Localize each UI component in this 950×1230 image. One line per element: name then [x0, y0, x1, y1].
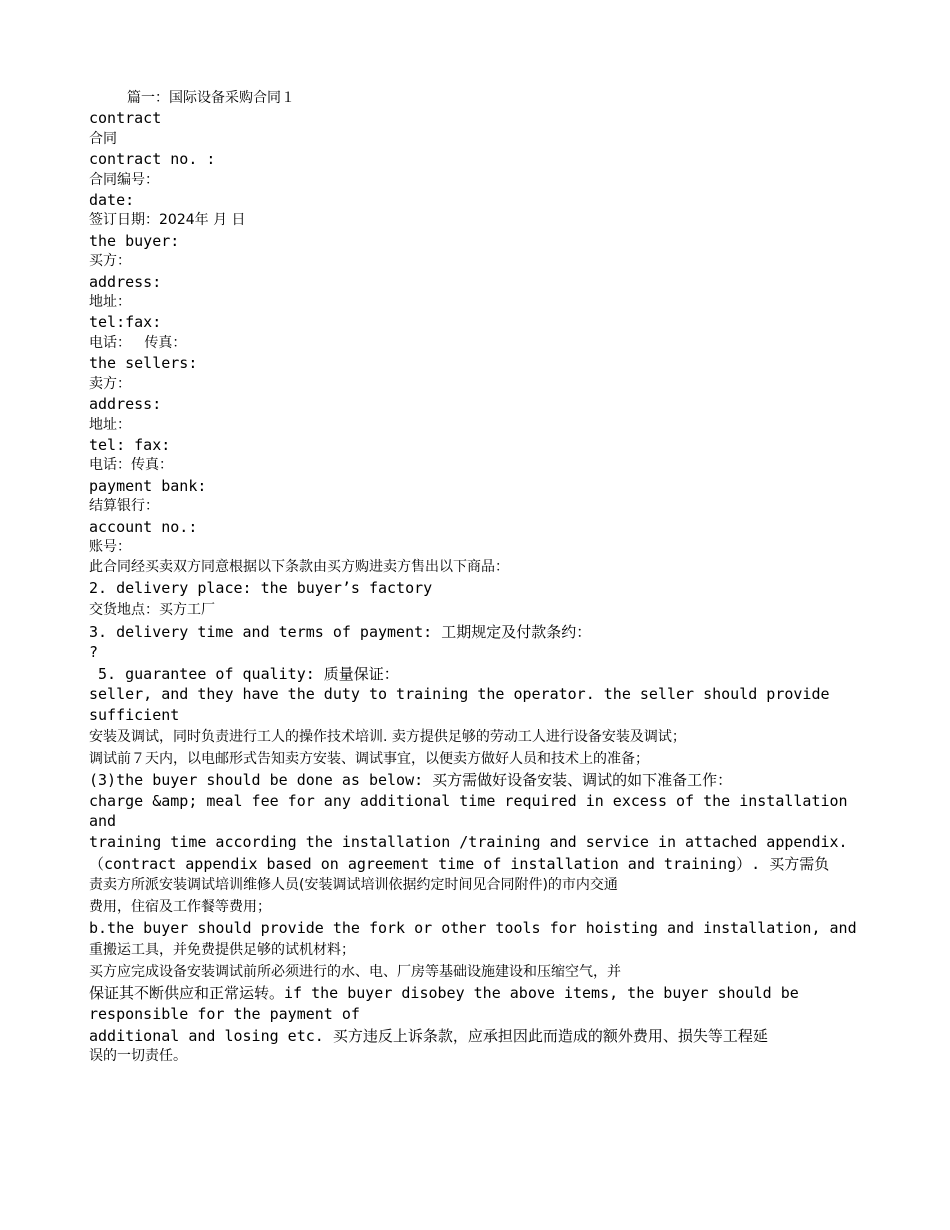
text-line: 买方：: [89, 253, 131, 270]
document-title: 篇一：国际设备采购合同１: [127, 90, 295, 106]
text-line: 安装及调试，同时负责进行工人的操作技术培训. 卖方提供足够的劳动工人进行设备安装及调试；: [89, 728, 686, 745]
text-line: address:: [89, 272, 162, 291]
text-line: the buyer:: [89, 231, 180, 250]
text-line: b.the buyer should provide the fork or other tools for hoisting and installation, and: [89, 918, 857, 937]
text-line: seller, and they have the duty to training the operator. the seller should provide sufficient: [89, 685, 839, 724]
text-line: contract no. :: [89, 150, 216, 169]
text-line: date:: [89, 191, 135, 210]
text-line: 卖方：: [89, 375, 131, 392]
text-line: 2. delivery place: the buyer’s factory: [89, 578, 433, 597]
text-line: 调试前７天内，以电邮形式告知卖方安装、调试事宜，以便卖方做好人员和技术上的准备；: [89, 750, 649, 767]
text-line: 误的一切责任。: [89, 1048, 187, 1065]
text-line: 结算银行：: [89, 498, 159, 515]
text-line: 地址：: [89, 416, 131, 433]
text-line: 电话：传真：: [89, 457, 173, 474]
text-line: 重搬运工具，并免费提供足够的试机材料；: [89, 941, 355, 958]
text-line: tel: fax:: [89, 435, 171, 454]
text-line: the sellers:: [89, 354, 198, 373]
text-line: (3)the buyer should be done as below: 买方需做好设备安装、调试的如下准备工作：: [89, 771, 733, 790]
text-line: 此合同经买卖双方同意根据以下条款由买方购进卖方售出以下商品：: [89, 559, 509, 576]
text-line: tel:fax:: [89, 313, 162, 332]
text-line: 保证其不断供应和正常运转。if the buyer disobey the above items, the buyer should be responsible for the payment of: [89, 984, 808, 1023]
text-line: ?: [89, 642, 99, 661]
text-line: 签订日期：2024年 月 日: [89, 212, 246, 229]
text-line: 电话： 传真：: [89, 334, 187, 351]
text-line: address:: [89, 395, 162, 414]
text-line: charge &amp; meal fee for any additional time required in excess of the installation and: [89, 791, 857, 831]
text-line: 费用，住宿及工作餐等费用；: [89, 899, 271, 916]
text-line: 买方应完成设备安装调试前所必须进行的水、电、厂房等基础设施建设和压缩空气，并: [89, 963, 621, 980]
text-line: additional and losing etc. 买方违反上诉条款，应承担因此而造成的额外费用、损失等工程延: [89, 1026, 768, 1045]
text-line: （contract appendix based on agreement time of installation and training）. 买方需负: [89, 854, 830, 873]
text-line: 5. guarantee of quality: 质量保证：: [89, 664, 399, 683]
text-line: 合同: [89, 130, 117, 147]
text-line: 合同编号：: [89, 171, 159, 188]
text-line: 地址：: [89, 294, 131, 311]
document-page: [89, 88, 864, 1067]
text-line: contract: [89, 109, 162, 128]
text-line: 交货地点：买方工厂: [89, 601, 215, 618]
text-line: 责卖方所派安装调试培训维修人员(安装调试培训依据约定时间见合同附件)的市内交通: [89, 877, 618, 894]
text-line: 3. delivery time and terms of payment: 工期规定及付款条约：: [89, 622, 592, 641]
text-line: account no.:: [89, 517, 198, 536]
text-line: training time according the installation /training and service in attached appendix.: [89, 832, 848, 851]
text-line: 账号：: [89, 538, 131, 555]
text-line: payment bank:: [89, 476, 207, 495]
